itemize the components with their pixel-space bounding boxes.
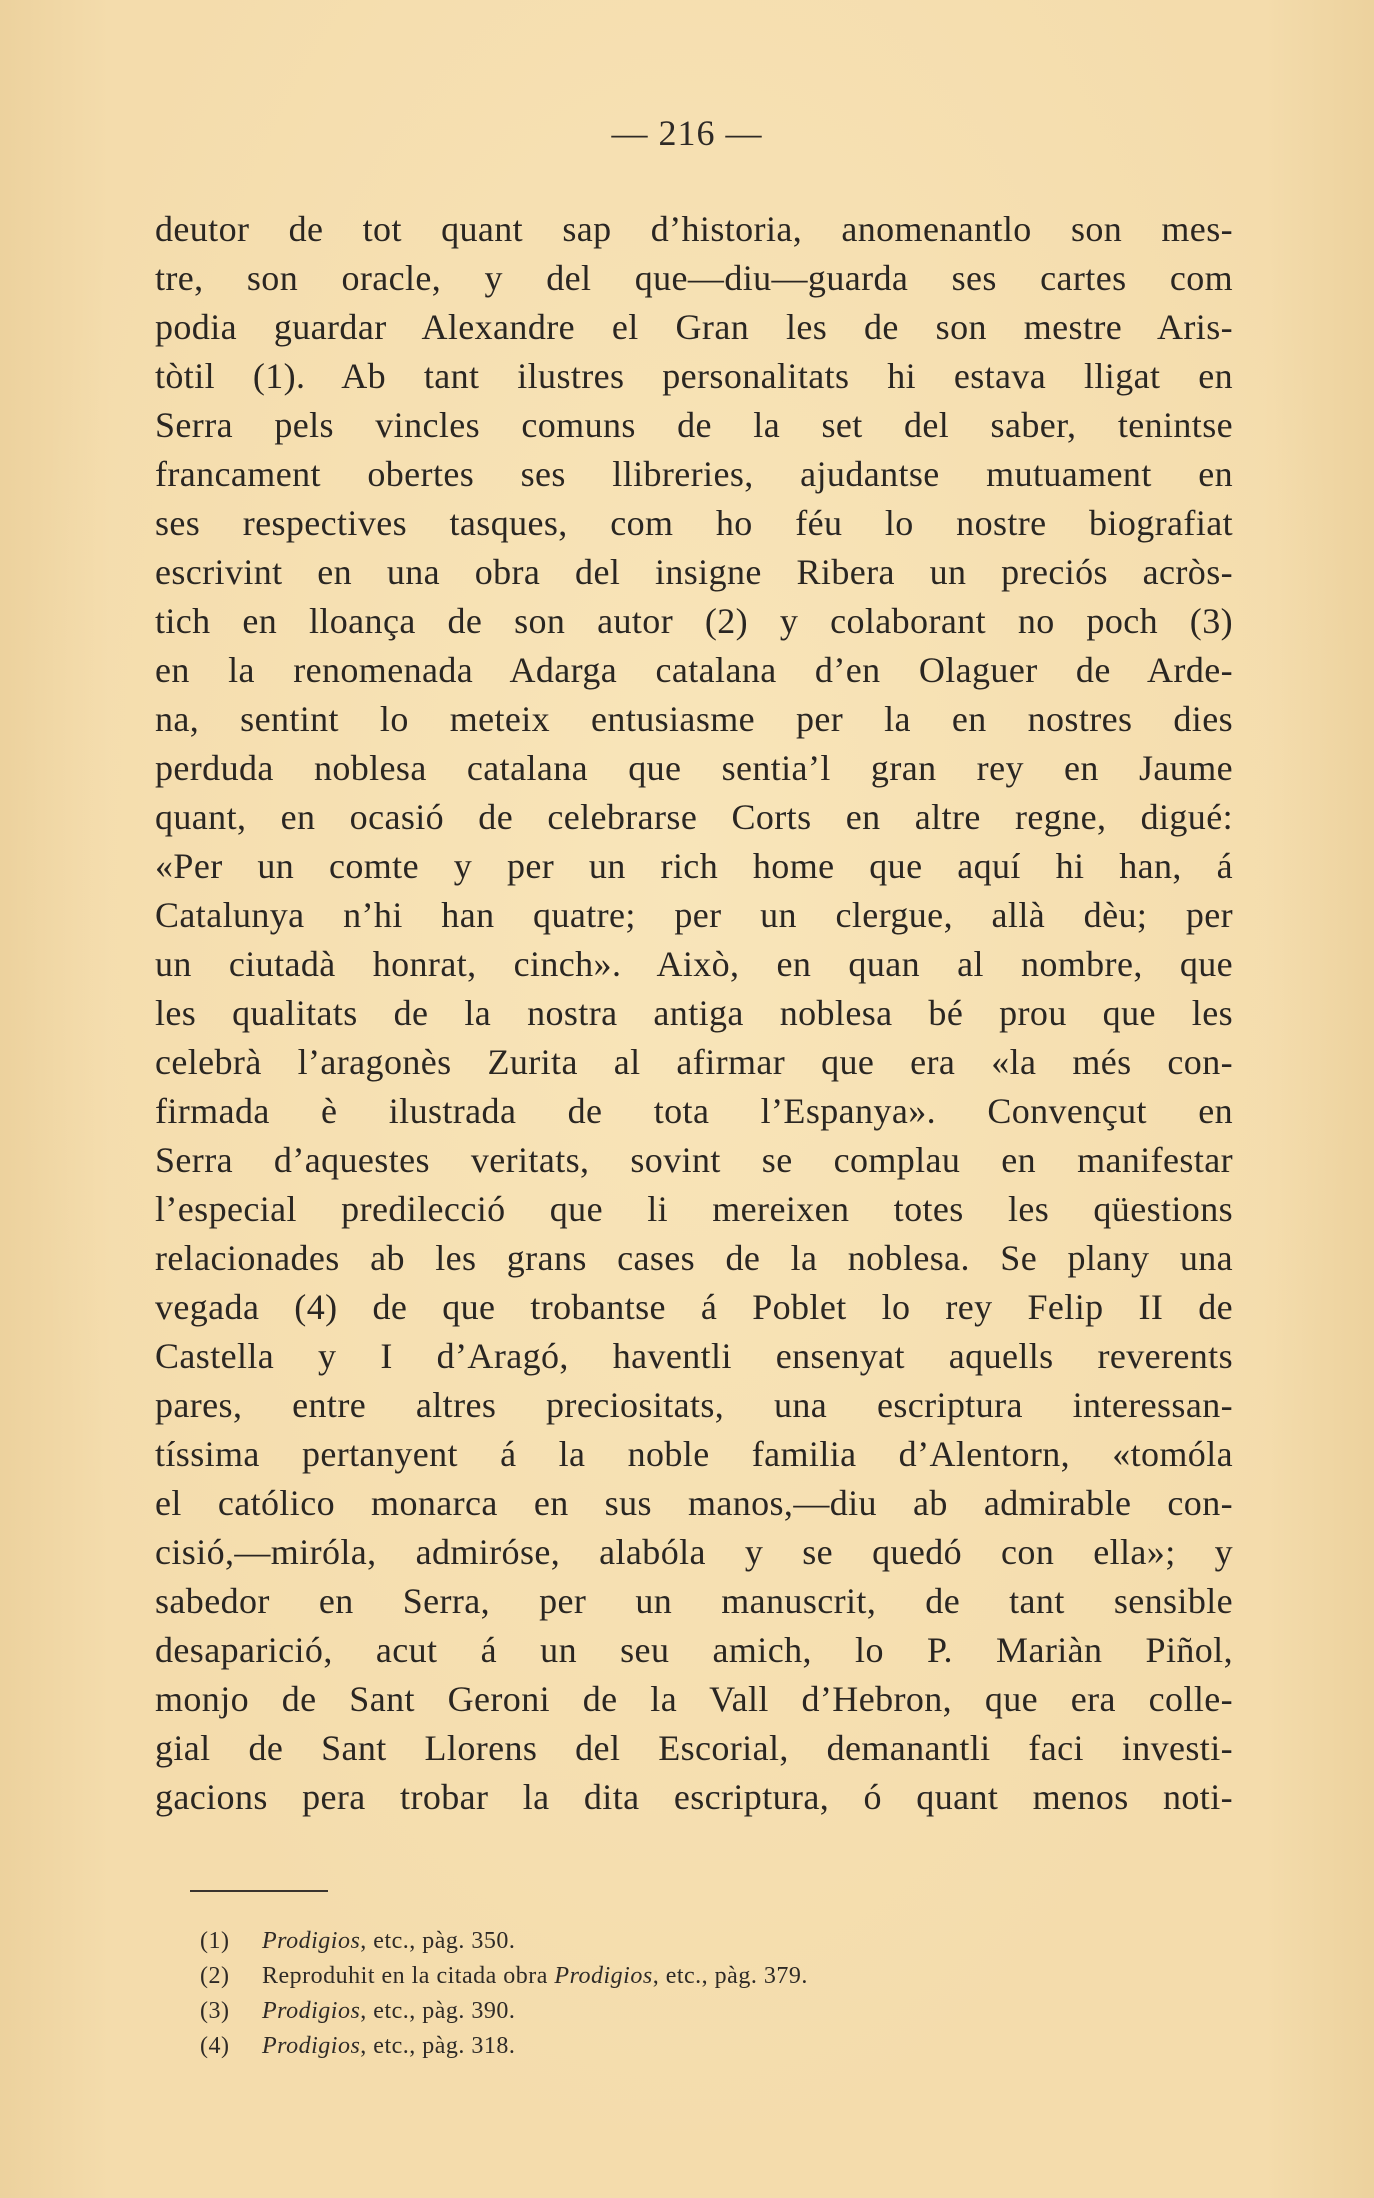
- footnote-number: (2): [200, 1963, 230, 1989]
- body-line: tòtil (1). Ab tant ilustres personalitats hi estava lligat en: [155, 356, 1233, 396]
- body-line: sabedor en Serra, per un manuscrit, de tant sensible: [155, 1581, 1233, 1621]
- footnote-text: , etc., pàg. 318.: [360, 2033, 516, 2059]
- footnote-2: [200, 1959, 1100, 1994]
- body-line: monjo de Sant Geroni de la Vall d’Hebron, que era colle-: [155, 1679, 1233, 1719]
- body-line: Catalunya n’hi han quatre; per un clergue, allà dèu; per: [155, 895, 1233, 935]
- body-line: deutor de tot quant sap d’historia, anomenantlo son mes-: [155, 209, 1233, 249]
- body-line: cisió,—miróla, admiróse, alabóla y se quedó con ella»; y: [155, 1532, 1233, 1572]
- body-line: desaparició, acut á un seu amich, lo P. Mariàn Piñol,: [155, 1630, 1233, 1670]
- footnote-rule: [190, 1890, 328, 1892]
- body-line: escrivint en una obra del insigne Ribera un preciós acròs-: [155, 552, 1233, 592]
- page-number: — 216 —: [611, 113, 763, 153]
- body-line: tich en lloança de son autor (2) y colaborant no poch (3): [155, 601, 1233, 641]
- footnote-text: , etc., pàg. 390.: [360, 1998, 516, 2024]
- body-line: quant, en ocasió de celebrarse Corts en altre regne, digué:: [155, 797, 1233, 837]
- body-line: firmada è ilustrada de tota l’Espanya». Convençut en: [155, 1091, 1233, 1131]
- body-line: l’especial predilecció que li mereixen totes les qüestions: [155, 1189, 1233, 1229]
- body-line: vegada (4) de que trobantse á Poblet lo rey Felip II de: [155, 1287, 1233, 1327]
- body-line: gial de Sant Llorens del Escorial, demanantli faci investi-: [155, 1728, 1233, 1768]
- body-line: ses respectives tasques, com ho féu lo nostre biografiat: [155, 503, 1233, 543]
- footnote-title: Prodigios: [554, 1963, 653, 1989]
- body-line: tre, son oracle, y del que—diu—guarda ses cartes com: [155, 258, 1233, 298]
- body-line: un ciutadà honrat, cinch». Això, en quan al nombre, que: [155, 944, 1233, 984]
- body-line: les qualitats de la nostra antiga noblesa bé prou que les: [155, 993, 1233, 1033]
- body-line: perduda noblesa catalana que sentia’l gran rey en Jaume: [155, 748, 1233, 788]
- body-line: podia guardar Alexandre el Gran les de son mestre Aris-: [155, 307, 1233, 347]
- body-line: celebrà l’aragonès Zurita al afirmar que era «la més con-: [155, 1042, 1233, 1082]
- footnote-number: (1): [200, 1928, 230, 1954]
- body-line: en la renomenada Adarga catalana d’en Olaguer de Arde-: [155, 650, 1233, 690]
- body-line: pares, entre altres preciositats, una escriptura interessan-: [155, 1385, 1233, 1425]
- body-line: francament obertes ses llibreries, ajudantse mutuament en: [155, 454, 1233, 494]
- footnote-1: [200, 1924, 1100, 1959]
- footnote-prefix: Reproduhit en la citada obra: [262, 1963, 555, 1989]
- body-line: gacions pera trobar la dita escriptura, ó quant menos noti-: [155, 1777, 1233, 1817]
- body-line: relacionades ab les grans cases de la noblesa. Se plany una: [155, 1238, 1233, 1278]
- body-line: el católico monarca en sus manos,—diu ab admirable con-: [155, 1483, 1233, 1523]
- body-line: Serra pels vincles comuns de la set del saber, tenintse: [155, 405, 1233, 445]
- body-line: na, sentint lo meteix entusiasme per la en nostres dies: [155, 699, 1233, 739]
- footnote-title: Prodigios: [262, 1998, 361, 2024]
- body-line: Castella y I d’Aragó, haventli ensenyat aquells reverents: [155, 1336, 1233, 1376]
- footnote-number: (4): [200, 2033, 230, 2059]
- body-text: [155, 205, 1233, 1822]
- footnote-3: [200, 1994, 1100, 2029]
- body-line: tíssima pertanyent á la noble familia d’Alentorn, «tomóla: [155, 1434, 1233, 1474]
- footnote-number: (3): [200, 1998, 230, 2024]
- body-line: Serra d’aquestes veritats, sovint se complau en manifestar: [155, 1140, 1233, 1180]
- footnotes: [200, 1924, 1100, 2064]
- footnote-4: [200, 2029, 1100, 2064]
- footnote-text: , etc., pàg. 379.: [652, 1963, 808, 1989]
- footnote-title: Prodigios: [262, 2033, 361, 2059]
- footnote-title: Prodigios: [262, 1928, 361, 1954]
- body-line: «Per un comte y per un rich home que aquí hi han, á: [155, 846, 1233, 886]
- footnote-text: , etc., pàg. 350.: [360, 1928, 516, 1954]
